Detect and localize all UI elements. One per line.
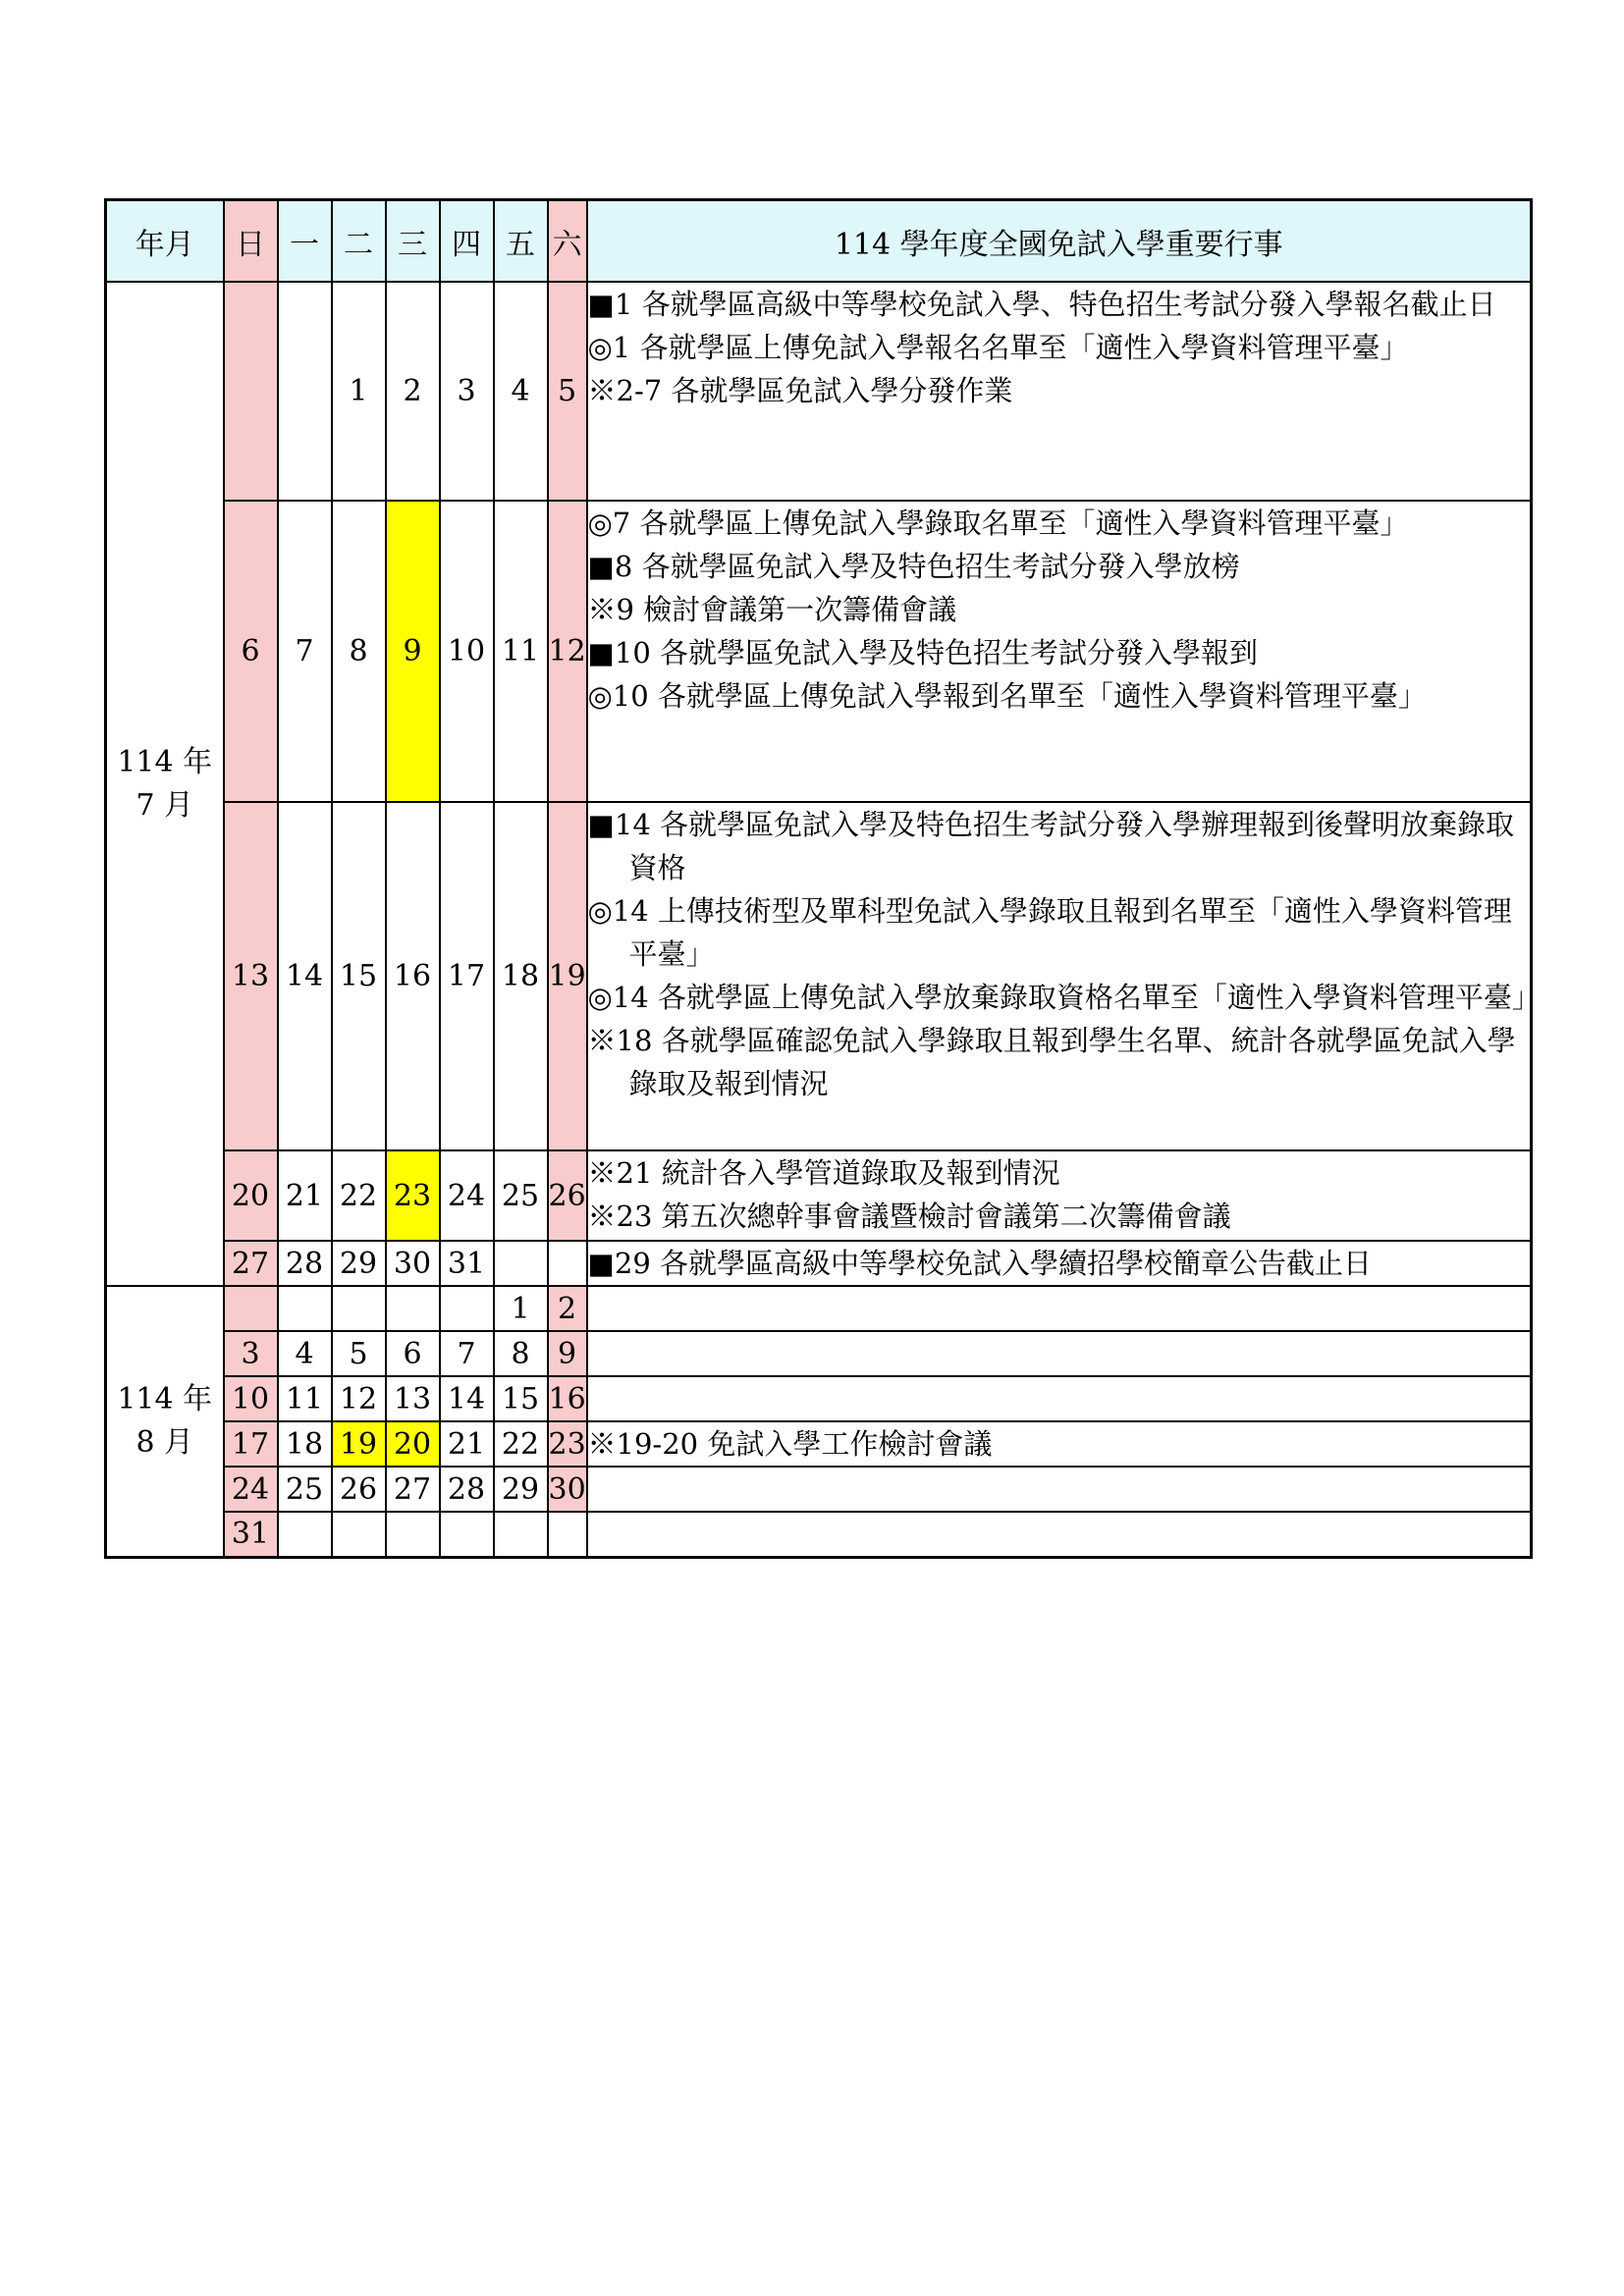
day-cell (278, 1512, 332, 1557)
header-weekday-tue: 二 (332, 200, 386, 283)
day-cell: 1 (332, 282, 386, 501)
day-cell: 27 (224, 1241, 278, 1286)
event-cell (587, 1376, 1532, 1421)
day-cell (548, 1512, 587, 1557)
header-weekday-fri: 五 (494, 200, 548, 283)
event-item: ■14 各就學區免試入學及特色招生考試分發入學辦理報到後聲明放棄錄取資格 (587, 808, 1515, 884)
week-row (106, 1512, 1532, 1557)
week-row (106, 1331, 1532, 1376)
day-cell: 6 (224, 501, 278, 802)
day-cell (278, 282, 332, 501)
event-cell (587, 282, 1532, 501)
event-item: ◎10 各就學區上傳免試入學報到名單至「適性入學資料管理平臺」 (587, 679, 1427, 713)
day-cell: 21 (440, 1421, 494, 1467)
day-cell: 7 (440, 1331, 494, 1376)
day-cell: 22 (332, 1150, 386, 1241)
event-cell (587, 1241, 1532, 1286)
week-row (106, 1286, 1532, 1331)
week-row (106, 1241, 1532, 1286)
day-cell: 12 (332, 1376, 386, 1421)
day-cell (494, 1512, 548, 1557)
event-item: ※21 統計各入學管道錄取及報到情況 (587, 1156, 1060, 1190)
week-row (106, 1150, 1532, 1241)
day-cell: 20 (386, 1421, 440, 1467)
header-weekday-sun: 日 (224, 200, 278, 283)
day-cell: 16 (548, 1376, 587, 1421)
day-cell: 2 (386, 282, 440, 501)
month-label-line2: 7 月 (135, 787, 194, 823)
event-cell (587, 1150, 1532, 1241)
day-cell: 2 (548, 1286, 587, 1331)
day-cell: 15 (332, 802, 386, 1150)
event-cell (587, 802, 1541, 1150)
day-cell: 15 (494, 1376, 548, 1421)
day-cell: 12 (548, 501, 587, 802)
day-cell: 17 (440, 802, 494, 1150)
event-cell (587, 501, 1532, 802)
day-cell: 9 (386, 501, 440, 802)
day-cell (494, 1241, 548, 1286)
header-weekday-thu: 四 (440, 200, 494, 283)
event-item: ◎1 各就學區上傳免試入學報名名單至「適性入學資料管理平臺」 (587, 331, 1409, 364)
event-item: ■29 各就學區高級中等學校免試入學續招學校簡章公告截止日 (587, 1247, 1373, 1280)
month-label-line2: 8 月 (135, 1424, 194, 1460)
header-year-month: 年月 (106, 200, 224, 283)
day-cell: 28 (440, 1467, 494, 1512)
header-title: 114 學年度全國免試入學重要行事 (587, 200, 1532, 283)
event-item: ※19-20 免試入學工作檢討會議 (587, 1427, 993, 1461)
day-cell: 26 (332, 1467, 386, 1512)
event-item: ◎7 各就學區上傳免試入學錄取名單至「適性入學資料管理平臺」 (587, 507, 1409, 540)
day-cell: 8 (494, 1331, 548, 1376)
day-cell: 9 (548, 1331, 587, 1376)
day-cell: 24 (440, 1150, 494, 1241)
day-cell (548, 1241, 587, 1286)
header-weekday-wed: 三 (386, 200, 440, 283)
event-item: ※2-7 各就學區免試入學分發作業 (587, 374, 1013, 407)
day-cell: 14 (440, 1376, 494, 1421)
day-cell (224, 1286, 278, 1331)
week-row (106, 1467, 1532, 1512)
day-cell: 31 (440, 1241, 494, 1286)
event-cell (587, 1286, 1532, 1331)
day-cell: 1 (494, 1286, 548, 1331)
month-label-line1: 114 年 (117, 744, 213, 779)
day-cell: 4 (494, 282, 548, 501)
month-label-line1: 114 年 (117, 1381, 213, 1416)
day-cell: 11 (278, 1376, 332, 1421)
day-cell: 10 (224, 1376, 278, 1421)
month-label-august (106, 1286, 224, 1557)
day-cell: 25 (494, 1150, 548, 1241)
day-cell (386, 1512, 440, 1557)
day-cell: 19 (548, 802, 587, 1150)
header-weekday-sat: 六 (548, 200, 587, 283)
day-cell: 30 (386, 1241, 440, 1286)
day-cell: 11 (494, 501, 548, 802)
event-cell (587, 1467, 1532, 1512)
day-cell: 18 (278, 1421, 332, 1467)
day-cell: 27 (386, 1467, 440, 1512)
day-cell: 22 (494, 1421, 548, 1467)
day-cell: 20 (224, 1150, 278, 1241)
day-cell: 25 (278, 1467, 332, 1512)
month-label-july (106, 282, 224, 1286)
day-cell: 3 (224, 1331, 278, 1376)
event-item: ◎14 上傳技術型及單科型免試入學錄取且報到名單至「適性入學資料管理平臺」 (587, 894, 1512, 971)
day-cell: 13 (224, 802, 278, 1150)
week-row (106, 1421, 1532, 1467)
day-cell: 5 (548, 282, 587, 501)
day-cell: 23 (386, 1150, 440, 1241)
day-cell: 14 (278, 802, 332, 1150)
day-cell (386, 1286, 440, 1331)
day-cell: 26 (548, 1150, 587, 1241)
day-cell: 7 (278, 501, 332, 802)
day-cell: 10 (440, 501, 494, 802)
day-cell: 16 (386, 802, 440, 1150)
week-row (106, 1376, 1532, 1421)
day-cell: 21 (278, 1150, 332, 1241)
day-cell: 17 (224, 1421, 278, 1467)
week-row (106, 282, 1532, 501)
day-cell: 5 (332, 1331, 386, 1376)
event-cell (587, 1421, 1532, 1467)
week-row (106, 802, 1532, 1150)
day-cell: 4 (278, 1331, 332, 1376)
event-cell (587, 1331, 1532, 1376)
event-item: ■8 各就學區免試入學及特色招生考試分發入學放榜 (587, 550, 1240, 583)
event-item: ■1 各就學區高級中等學校免試入學、特色招生考試分發入學報名截止日 (587, 288, 1496, 321)
week-row (106, 501, 1532, 802)
header-row (106, 200, 1532, 283)
day-cell: 6 (386, 1331, 440, 1376)
day-cell: 8 (332, 501, 386, 802)
day-cell: 28 (278, 1241, 332, 1286)
day-cell: 29 (494, 1467, 548, 1512)
day-cell (278, 1286, 332, 1331)
day-cell (440, 1512, 494, 1557)
event-item: ※18 各就學區確認免試入學錄取且報到學生名單、統計各就學區免試入學錄取及報到情況 (587, 1024, 1516, 1100)
day-cell (224, 282, 278, 501)
day-cell: 18 (494, 802, 548, 1150)
event-cell (587, 1512, 1532, 1557)
calendar-table (104, 198, 1541, 1559)
event-item: ※9 檢討會議第一次籌備會議 (587, 593, 957, 626)
day-cell: 3 (440, 282, 494, 501)
day-cell: 29 (332, 1241, 386, 1286)
day-cell: 31 (224, 1512, 278, 1557)
event-item: ■10 各就學區免試入學及特色招生考試分發入學報到 (587, 636, 1259, 669)
day-cell: 24 (224, 1467, 278, 1512)
day-cell (332, 1512, 386, 1557)
header-weekday-mon: 一 (278, 200, 332, 283)
event-item: ※23 第五次總幹事會議暨檢討會議第二次籌備會議 (587, 1200, 1231, 1233)
day-cell: 13 (386, 1376, 440, 1421)
day-cell: 19 (332, 1421, 386, 1467)
day-cell: 23 (548, 1421, 587, 1467)
day-cell: 30 (548, 1467, 587, 1512)
day-cell (332, 1286, 386, 1331)
day-cell (440, 1286, 494, 1331)
event-item: ◎14 各就學區上傳免試入學放棄錄取資格名單至「適性入學資料管理平臺」 (587, 981, 1541, 1014)
